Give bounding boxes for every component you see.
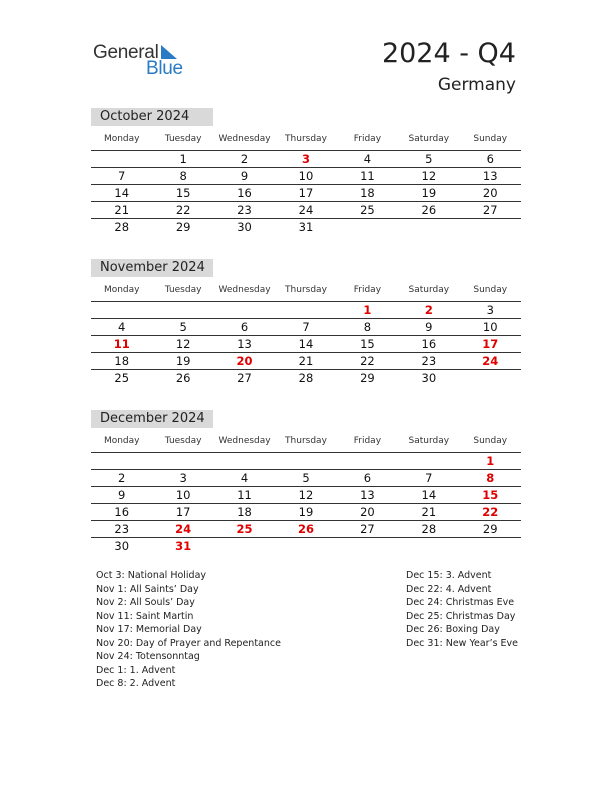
week-row bbox=[91, 168, 521, 185]
weekday-label: Thursday bbox=[285, 134, 327, 144]
date-cell bbox=[214, 538, 275, 555]
date-cell: 30 bbox=[421, 371, 437, 385]
date-cell bbox=[398, 453, 459, 469]
date-cell: 14 bbox=[114, 186, 130, 200]
date-cell: 13 bbox=[482, 169, 498, 183]
date-cell: 20 bbox=[482, 186, 498, 200]
date-cell: 29 bbox=[360, 371, 375, 385]
holiday-date-cell: 25 bbox=[236, 522, 253, 536]
weekday-label: Sunday bbox=[473, 134, 508, 144]
weekday-label: Friday bbox=[353, 436, 382, 446]
week-row bbox=[91, 521, 521, 538]
date-cell: 21 bbox=[298, 354, 314, 368]
holiday-note: Nov 20: Day of Prayer and Repentance bbox=[96, 637, 281, 649]
date-cell bbox=[275, 538, 336, 555]
week-row bbox=[91, 538, 521, 555]
holiday-note: Nov 24: Totensonntag bbox=[96, 651, 200, 662]
date-cell: 29 bbox=[175, 220, 191, 234]
date-cell: 14 bbox=[421, 488, 437, 502]
weekday-label: Saturday bbox=[408, 436, 450, 446]
date-cell bbox=[460, 538, 521, 555]
holiday-date-cell: 24 bbox=[175, 522, 192, 536]
holiday-note: Dec 22: 4. Advent bbox=[406, 583, 492, 595]
week-row bbox=[91, 487, 521, 504]
week-row bbox=[91, 470, 521, 487]
date-cell: 6 bbox=[240, 320, 249, 334]
weekday-label: Monday bbox=[103, 285, 140, 295]
weekday-label: Saturday bbox=[408, 134, 450, 144]
holiday-date-cell: 2 bbox=[424, 303, 433, 317]
logo-blue-text: Blue bbox=[146, 58, 183, 79]
week-row bbox=[91, 185, 521, 202]
date-cell: 20 bbox=[360, 505, 375, 519]
month-title: November 2024 bbox=[91, 259, 213, 277]
holiday-note: Dec 1: 1. Advent bbox=[96, 664, 176, 676]
date-cell: 23 bbox=[237, 203, 252, 217]
holiday-date-cell: 17 bbox=[482, 337, 499, 351]
month-calendar bbox=[91, 259, 521, 387]
date-cell: 9 bbox=[118, 488, 126, 502]
weekday-label: Wednesday bbox=[218, 285, 271, 295]
date-cell: 15 bbox=[360, 337, 375, 351]
date-cell: 13 bbox=[237, 337, 252, 351]
date-cell bbox=[275, 453, 336, 469]
holiday-note: Dec 15: 3. Advent bbox=[406, 570, 492, 581]
date-cell bbox=[398, 538, 459, 555]
date-cell bbox=[91, 453, 152, 469]
date-cell: 26 bbox=[421, 203, 437, 217]
date-cell: 10 bbox=[175, 488, 191, 502]
holiday-note: Dec 24: Christmas Eve bbox=[406, 597, 515, 608]
weekday-label: Sunday bbox=[473, 436, 508, 446]
date-cell: 6 bbox=[363, 471, 372, 485]
date-cell: 10 bbox=[482, 320, 498, 334]
holiday-notes-left bbox=[96, 569, 281, 691]
month-title: October 2024 bbox=[91, 108, 213, 126]
holiday-note: Dec 25: Christmas Day bbox=[406, 610, 516, 622]
date-cell bbox=[460, 370, 521, 387]
date-cell: 11 bbox=[237, 488, 252, 502]
date-cell bbox=[337, 538, 398, 555]
date-cell: 13 bbox=[360, 488, 375, 502]
date-cell: 25 bbox=[360, 203, 375, 217]
date-cell: 19 bbox=[298, 505, 314, 519]
weekday-label: Monday bbox=[103, 436, 140, 446]
date-cell bbox=[398, 219, 459, 236]
weekday-header-row bbox=[91, 283, 521, 302]
date-cell: 26 bbox=[175, 371, 191, 385]
holiday-date-cell: 11 bbox=[113, 337, 130, 351]
weekday-label: Saturday bbox=[408, 285, 450, 295]
date-cell: 12 bbox=[298, 488, 314, 502]
weekday-label: Friday bbox=[353, 134, 382, 144]
date-cell: 15 bbox=[175, 186, 191, 200]
date-cell: 1 bbox=[179, 152, 187, 166]
holiday-date-cell: 3 bbox=[301, 152, 310, 166]
holiday-date-cell: 1 bbox=[363, 303, 372, 317]
logo bbox=[93, 42, 193, 78]
date-cell: 23 bbox=[421, 354, 437, 368]
date-cell: 7 bbox=[425, 471, 433, 485]
date-cell: 5 bbox=[425, 152, 433, 166]
date-cell: 28 bbox=[421, 522, 437, 536]
logo-triangle-icon bbox=[161, 45, 177, 59]
date-cell bbox=[214, 453, 275, 469]
date-cell: 7 bbox=[118, 169, 126, 183]
holiday-notes-right bbox=[406, 569, 518, 650]
page-title: 2024 - Q4 bbox=[381, 38, 516, 69]
date-cell bbox=[460, 219, 521, 236]
weekday-label: Tuesday bbox=[164, 285, 202, 295]
week-row bbox=[91, 302, 521, 319]
week-row bbox=[91, 370, 521, 387]
weekday-label: Sunday bbox=[473, 285, 508, 295]
date-cell bbox=[91, 151, 152, 167]
date-cell: 16 bbox=[114, 505, 130, 519]
date-cell: 10 bbox=[298, 169, 314, 183]
holiday-date-cell: 8 bbox=[486, 471, 495, 485]
date-cell: 28 bbox=[114, 220, 130, 234]
month-calendar bbox=[91, 410, 521, 555]
holiday-note: Oct 3: National Holiday bbox=[96, 570, 207, 581]
weekday-label: Tuesday bbox=[164, 134, 202, 144]
holiday-note: Dec 26: Boxing Day bbox=[406, 624, 500, 635]
date-cell bbox=[214, 302, 275, 318]
date-cell: 25 bbox=[114, 371, 130, 385]
date-cell bbox=[337, 453, 398, 469]
date-cell: 17 bbox=[175, 505, 191, 519]
date-cell: 5 bbox=[179, 320, 187, 334]
date-cell: 16 bbox=[421, 337, 437, 351]
date-cell: 30 bbox=[237, 220, 252, 234]
weekday-label: Wednesday bbox=[218, 436, 271, 446]
holiday-note: Nov 11: Saint Martin bbox=[96, 610, 194, 622]
date-cell: 22 bbox=[360, 354, 375, 368]
date-cell bbox=[91, 302, 152, 318]
weekday-header-row bbox=[91, 434, 521, 453]
date-cell: 8 bbox=[179, 169, 187, 183]
date-cell: 18 bbox=[114, 354, 130, 368]
week-row bbox=[91, 353, 521, 370]
week-row bbox=[91, 202, 521, 219]
date-cell: 29 bbox=[482, 522, 498, 536]
holiday-date-cell: 26 bbox=[297, 522, 314, 536]
date-cell bbox=[152, 453, 213, 469]
weekday-label: Friday bbox=[353, 285, 382, 295]
week-row bbox=[91, 504, 521, 521]
date-cell: 27 bbox=[482, 203, 498, 217]
week-row bbox=[91, 336, 521, 353]
date-cell: 9 bbox=[240, 169, 249, 183]
holiday-date-cell: 15 bbox=[482, 488, 499, 502]
week-row bbox=[91, 219, 521, 236]
week-row bbox=[91, 453, 521, 470]
date-cell: 18 bbox=[237, 505, 252, 519]
weekday-label: Thursday bbox=[285, 285, 327, 295]
date-cell: 31 bbox=[298, 220, 314, 234]
weekday-label: Thursday bbox=[285, 436, 327, 446]
date-cell: 17 bbox=[298, 186, 314, 200]
weekday-label: Monday bbox=[103, 134, 140, 144]
date-cell: 12 bbox=[421, 169, 437, 183]
holiday-date-cell: 24 bbox=[482, 354, 499, 368]
date-cell: 4 bbox=[118, 320, 126, 334]
week-row bbox=[91, 151, 521, 168]
date-cell: 5 bbox=[302, 471, 310, 485]
weekday-label: Wednesday bbox=[218, 134, 271, 144]
date-cell: 3 bbox=[486, 303, 494, 317]
date-cell: 18 bbox=[360, 186, 375, 200]
date-cell: 23 bbox=[114, 522, 130, 536]
date-cell: 27 bbox=[360, 522, 375, 536]
date-cell: 30 bbox=[114, 539, 130, 553]
date-cell: 2 bbox=[240, 152, 249, 166]
logo-general-text: General bbox=[93, 42, 159, 63]
holiday-note: Nov 17: Memorial Day bbox=[96, 624, 202, 635]
month-title: December 2024 bbox=[91, 410, 213, 428]
date-cell: 3 bbox=[179, 471, 187, 485]
date-cell bbox=[337, 219, 398, 236]
date-cell: 4 bbox=[240, 471, 249, 485]
date-cell: 9 bbox=[425, 320, 433, 334]
date-cell bbox=[152, 302, 213, 318]
date-cell: 2 bbox=[118, 471, 126, 485]
month-calendar bbox=[91, 108, 521, 236]
date-cell: 19 bbox=[421, 186, 437, 200]
week-row bbox=[91, 319, 521, 336]
holiday-note: Nov 1: All Saints’ Day bbox=[96, 583, 199, 595]
weekday-header-row bbox=[91, 132, 521, 151]
holiday-date-cell: 20 bbox=[236, 354, 253, 368]
date-cell: 28 bbox=[298, 371, 314, 385]
date-cell: 8 bbox=[363, 320, 372, 334]
holiday-date-cell: 1 bbox=[486, 454, 495, 468]
date-cell: 14 bbox=[298, 337, 314, 351]
weekday-label: Tuesday bbox=[164, 436, 202, 446]
date-cell: 21 bbox=[421, 505, 437, 519]
holiday-note: Dec 8: 2. Advent bbox=[96, 678, 176, 689]
holiday-note: Dec 31: New Year’s Eve bbox=[406, 637, 519, 649]
date-cell: 7 bbox=[302, 320, 310, 334]
date-cell: 4 bbox=[363, 152, 372, 166]
date-cell bbox=[275, 302, 336, 318]
date-cell: 16 bbox=[237, 186, 252, 200]
date-cell: 21 bbox=[114, 203, 130, 217]
holiday-date-cell: 22 bbox=[482, 505, 499, 519]
date-cell: 22 bbox=[175, 203, 191, 217]
holiday-date-cell: 31 bbox=[175, 539, 192, 553]
date-cell: 6 bbox=[486, 152, 494, 166]
holiday-note: Nov 2: All Souls’ Day bbox=[96, 597, 195, 608]
date-cell: 12 bbox=[175, 337, 191, 351]
date-cell: 24 bbox=[298, 203, 314, 217]
date-cell: 19 bbox=[175, 354, 191, 368]
country-name: Germany bbox=[437, 75, 516, 95]
date-cell: 11 bbox=[360, 169, 375, 183]
date-cell: 27 bbox=[237, 371, 252, 385]
